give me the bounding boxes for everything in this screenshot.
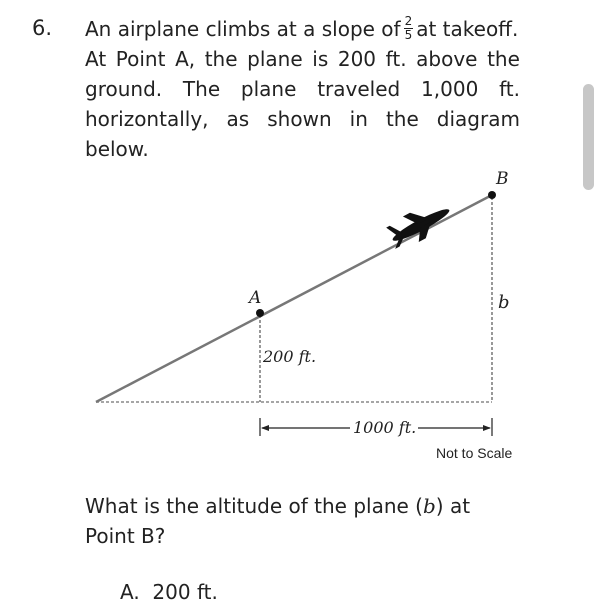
width-arrowhead-right [483,425,491,431]
vertical-scrollbar[interactable] [583,84,594,190]
prompt-text-start: What is the altitude of the plane ( [85,494,423,518]
question-word: the [487,47,520,71]
question-word: plane [247,47,303,71]
question-number: 6. [32,16,53,40]
question-word: is [312,47,329,71]
prompt-text-end: ) at [435,494,471,518]
question-word: The [182,77,221,101]
question-word: ground. [85,77,163,101]
label-width: 1000 ft. [353,418,417,437]
question-word: as [226,107,250,131]
label-height: 200 ft. [263,347,317,366]
point-b-dot [488,191,496,199]
question-word: ft. [499,77,520,101]
width-arrowhead-left [261,425,269,431]
question-word: horizontally, [85,107,209,131]
answer-choice-a[interactable] [120,578,218,604]
question-word: plane [240,77,297,101]
question-word: shown [267,107,332,131]
question-line-1-start: An airplane climbs at a slope of [85,17,401,41]
label-a: A [249,288,262,308]
choice-text: 200 ft. [152,580,218,604]
question-word: 1,000 [421,77,479,101]
question-line-1-end: at takeoff. [416,17,519,41]
question-word: traveled [317,77,401,101]
question-word: above [416,47,478,71]
climb-line [96,195,492,402]
question-word: in [349,107,368,131]
prompt-variable: b [422,494,436,518]
question-prompt [85,491,525,551]
question-word: A, [175,47,196,71]
label-b: B [496,169,509,189]
point-a-dot [256,309,264,317]
question-word: At [85,47,107,71]
slope-denominator: 5 [404,28,413,42]
not-to-scale-note: Not to Scale [436,445,513,461]
prompt-line-2: Point B? [85,524,166,548]
question-word: 200 [337,47,377,71]
slope-numerator: 2 [404,14,413,28]
choice-letter: A. [120,580,140,604]
question-line-5: below. [85,137,149,161]
label-side-b: b [498,292,510,313]
question-word: Point [115,47,166,71]
question-word: the [385,107,419,131]
question-word: diagram [436,107,520,131]
prompt-line-1 [85,491,525,521]
question-word: ft. [385,47,407,71]
question-word: the [204,47,238,71]
